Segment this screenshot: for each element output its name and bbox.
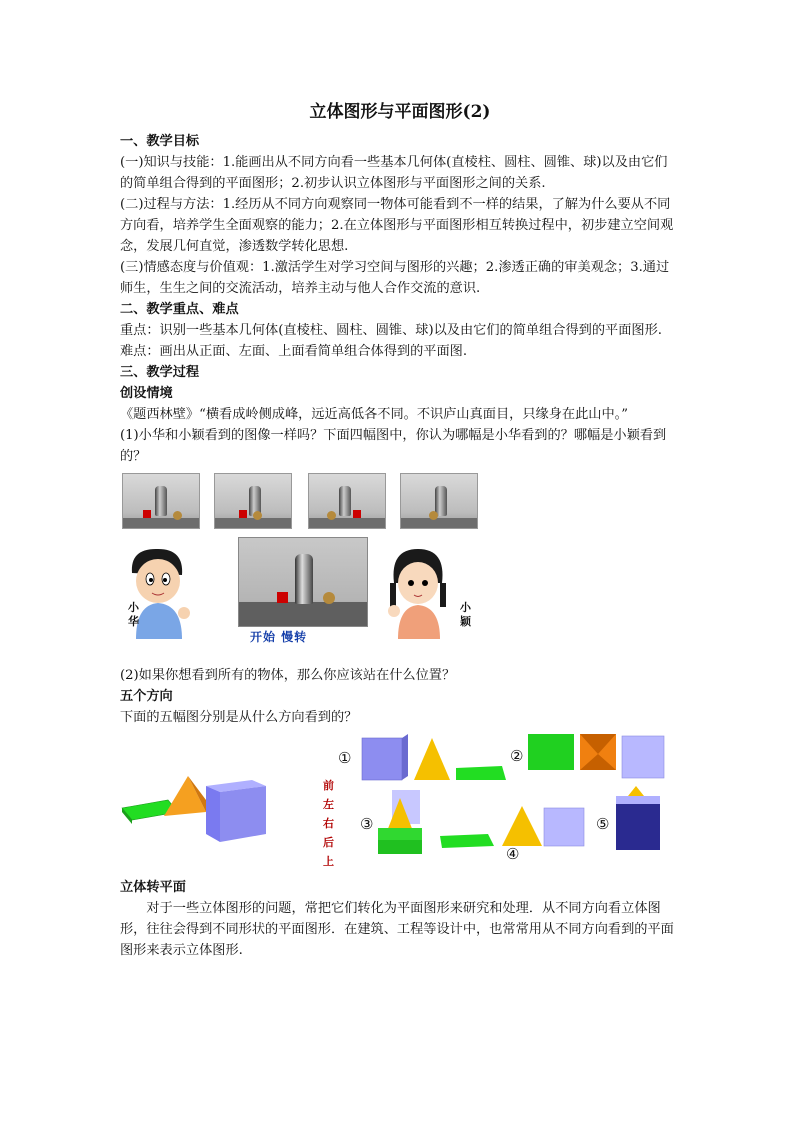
photo-3 (308, 473, 386, 529)
photo-2 (214, 473, 292, 529)
directions-figure (120, 732, 680, 867)
view-5 (614, 786, 664, 852)
marker-3: ③ (360, 815, 374, 833)
paragraph-attitude: (三)情感态度与价值观：1.激活学生对学习空间与图形的兴趣；2.渗透正确的审美观念；3.通过师生，生生之间的交流活动，培养主动与他人合作交流的意识. (120, 260, 670, 296)
paragraph-summary: 对于一些立体图形的问题，常把它们转化为平面图形来研究和处理．从不同方向看立体图形，往往会得到不同形状的平面图形．在建筑、工程等设计中，也常常用从不同方向看到的平面图形来表示立体图形. (120, 901, 674, 958)
paragraph-knowledge: (一)知识与技能：1.能画出从不同方向看一些基本几何体(直棱柱、圆柱、圆锥、球)以及由它们的简单组合得到的平面图形；2.初步认识立体图形与平面图形之间的关系. (120, 155, 668, 191)
rotation-caption: 开始 慢转 (250, 630, 308, 644)
view-3 (378, 790, 426, 860)
direction-list (323, 776, 335, 871)
marker-2: ② (510, 747, 524, 765)
boy-label: 小华 (128, 601, 139, 628)
paragraph-process: (二)过程与方法：1.经历从不同方向观察同一物体可能看到不一样的结果，了解为什么要从不同方向看，培养学生全面观察的能力；2.在立体图形与平面图形相互转换过程中，初步建立空间观念，发展几何直觉，渗透数学转化思想. (120, 197, 674, 254)
direction-front: 前 (323, 779, 334, 792)
subheading-solid-to-plane: 立体转平面 (120, 880, 186, 895)
subheading-scenario: 创设情境 (120, 386, 173, 401)
question-3: 下面的五幅图分别是从什么方向看到的？ (120, 710, 358, 725)
marker-5: ⑤ (596, 815, 610, 833)
paragraph-difficulty: 难点：画出从正面、左面、上面看简单组合体得到的平面图. (120, 344, 468, 359)
solid-group-3d (120, 772, 270, 852)
paragraph-key-point: 重点：识别一些基本几何体(直棱柱、圆柱、圆锥、球)以及由它们的简单组合得到的平面图形. (120, 323, 662, 338)
girl-illustration (382, 543, 454, 639)
question-2: (2)如果你想看到所有的物体，那么你应该站在什么位置？ (120, 668, 456, 683)
photo-4 (400, 473, 478, 529)
direction-back: 后 (323, 836, 334, 849)
section-heading-keypoints: 二、教学重点、难点 (120, 302, 239, 317)
observation-figure (120, 473, 680, 663)
direction-left: 左 (323, 798, 334, 811)
photo-1 (122, 473, 200, 529)
paragraph-poem: 《题西林壁》“横看成岭侧成峰，远近高低各不同。不识庐山真面目，只缘身在此山中。” (120, 407, 629, 422)
question-1: (1)小华和小颖看到的图像一样吗？下面四幅图中，你认为哪幅是小华看到的？哪幅是小颖看到的？ (120, 428, 667, 464)
marker-1: ① (338, 749, 352, 767)
direction-right: 右 (323, 817, 334, 830)
main-photo (238, 537, 368, 627)
section-heading-process: 三、教学过程 (120, 365, 200, 380)
section-heading-objectives: 一、教学目标 (120, 134, 200, 149)
subheading-directions: 五个方向 (120, 689, 173, 704)
girl-label: 小颖 (460, 601, 471, 628)
view-1 (360, 734, 510, 784)
page-title: 立体图形与平面图形(2) (309, 102, 491, 122)
document-page (120, 100, 680, 961)
view-2 (528, 732, 668, 782)
direction-top: 上 (323, 855, 334, 868)
marker-4: ④ (506, 845, 520, 863)
